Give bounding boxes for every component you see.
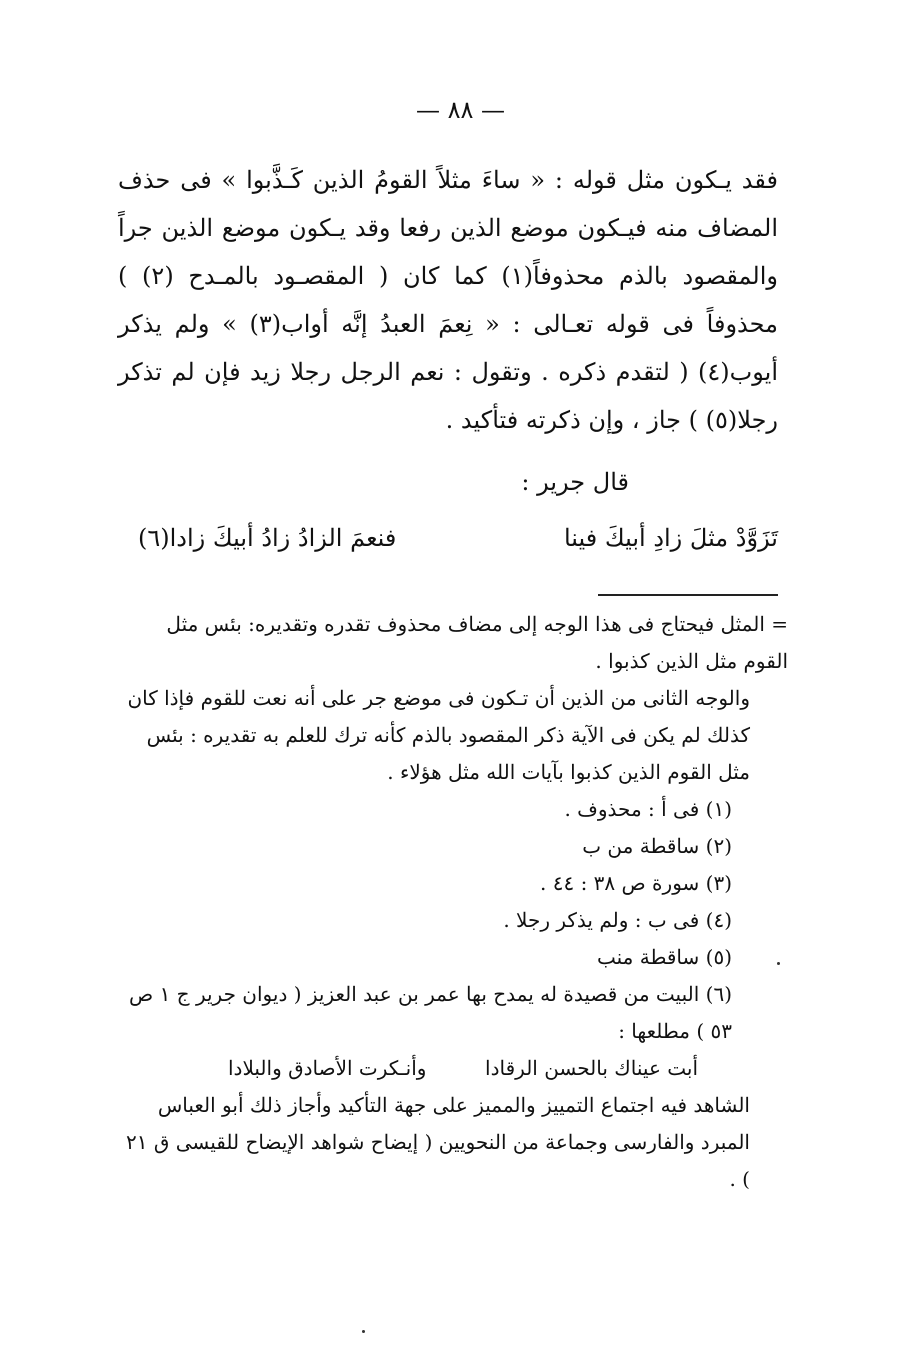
verse-first-hemistich: تَزَوَّدْ مثلَ زادِ أبيكَ فينا <box>563 524 778 552</box>
footnote-continuation-second: والوجه الثانى من الذين أن تـكون فى موضع جر على أنه نعت للقوم فإذا كان كذلك لم يكن فى الآية ذكر المقصود بالذم كأنه ترك للعلم به تقديره : بئس مثل القوم الذين كذبوا بآيات الله مثل هؤلاء . <box>127 686 750 784</box>
footnote-4: (٤) فى ب : ولم يذكر رجلا . <box>503 908 732 932</box>
footnote-6: (٦) البيت من قصيدة له يمدح بها عمر بن عبد العزيز ( ديوان جرير ج ١ ص ٥٣ ) مطلعها : <box>129 982 732 1043</box>
ink-speck <box>777 962 780 965</box>
main-paragraph <box>118 156 778 444</box>
matla-second-hemistich: وأنـكرت الأصادق والبلادا <box>228 1056 427 1080</box>
verse-second-hemistich: فنعمَ الزادُ زادُ أبيكَ زادا(٦) <box>138 524 397 552</box>
footnote-1: (١) فى أ : محذوف . <box>564 797 732 821</box>
matla-first-hemistich: أبت عيناك بالحسن الرقادا <box>485 1056 698 1080</box>
poet-label: قال جرير : <box>521 468 629 496</box>
footnote-witness: الشاهد فيه اجتماع التمييز والمميز على جهة التأكيد وأجاز ذلك أبو العباس المبرد والفارسى وجماعة من النحويين ( إيضاح شواهد الإيضاح للقيسى ق ٢١ ) . <box>126 1093 750 1191</box>
matla-verse <box>118 1050 788 1087</box>
footnote-divider <box>598 594 778 596</box>
footnote-5: (٥) ساقطة منب <box>596 945 732 969</box>
footnotes <box>118 606 788 1198</box>
main-paragraph-text: فقد يـكون مثل قوله : « ساءَ مثلاً القومُ الذين كَـذَّبوا » فى حذف المضاف منه فيـكون موضع الذين رفعا وقد يـكون موضع الذين جراً والمقصود بالذم محذوفاً(١) كما كان ( المقصـود بالمـدح (٢) ) محذوفاً فى قوله تعـالى : « نِعمَ العبدُ إنَّه أواب(٣) » ولم يذكر أيوب(٤) ( لتقدم ذكره . وتقول : نعم الرجل رجلا زيد فإن لم تذكر رجلا(٥) ) جاز ، وإن ذكرته فتأكيد . <box>118 166 778 434</box>
footnote-continuation: = المثل فيحتاج فى هذا الوجه إلى مضاف محذوف تقدره وتقديره: بئس مثل القوم مثل الذين كذبوا . <box>166 612 788 673</box>
page-number: — ٨٨ — <box>415 96 506 124</box>
ink-speck <box>362 1330 365 1333</box>
footnote-3: (٣) سورة ص ٣٨ : ٤٤ . <box>540 871 732 895</box>
footnote-2: (٢) ساقطة من ب <box>582 834 732 858</box>
